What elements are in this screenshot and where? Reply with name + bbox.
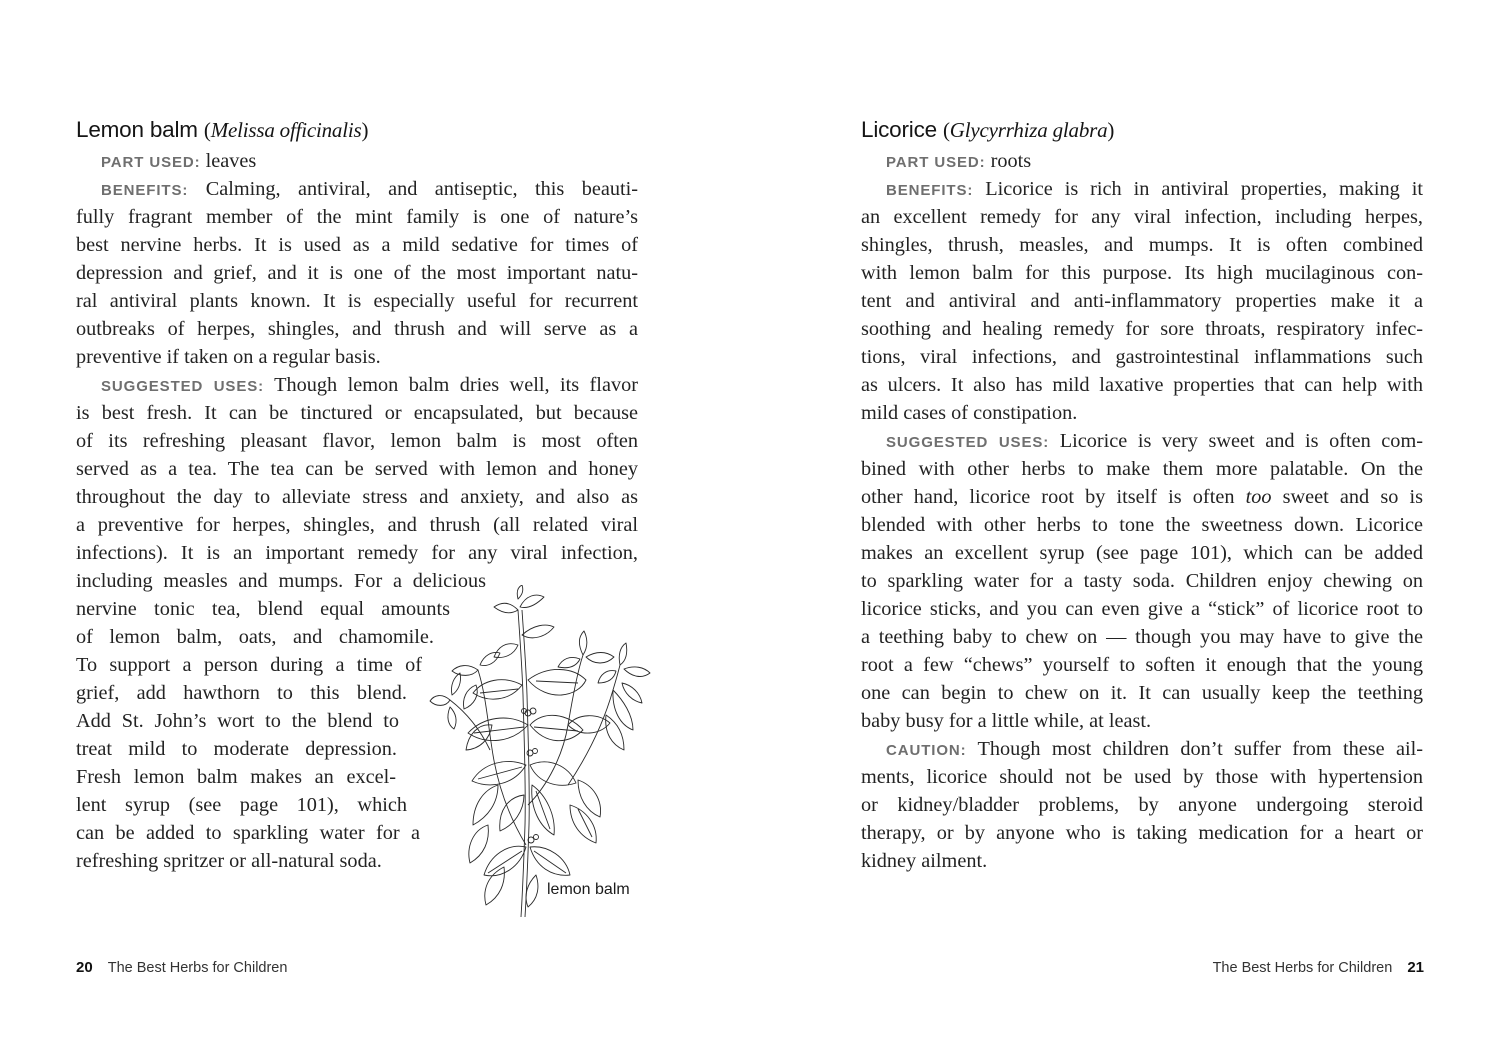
suggested-uses-line: one can begin to chew on it. It can usually keep the teething [861, 682, 1423, 704]
suggested-uses-line: of its refreshing pleasant flavor, lemon balm is most often [76, 430, 638, 452]
caution-line: ments, licorice should not be used by those with hypertension [861, 766, 1423, 788]
part-used-line [76, 147, 256, 175]
suggested-uses-line: makes an excellent syrup (see page 101), which can be added [861, 542, 1423, 564]
caution-label: CAUTION: [886, 742, 967, 759]
benefits-line: soothing and healing remedy for sore throats, respiratory infec- [861, 318, 1423, 340]
suggested-uses-line: infections). It is an important remedy for any viral infection, [76, 542, 638, 564]
lemon-balm-plant-drawing-icon [428, 585, 653, 920]
benefits-line: ral antiviral plants known. It is especially useful for recurrent [76, 290, 638, 312]
suggested-uses-line: is best fresh. It can be tinctured or encapsulated, but because [76, 402, 638, 424]
caution-line: therapy, or by anyone who is taking medication for a heart or [861, 822, 1423, 844]
suggested-uses-line: treat mild to moderate depression. [76, 738, 397, 760]
benefits-line: preventive if taken on a regular basis. [76, 346, 381, 368]
suggested-uses-line: refreshing spritzer or all-natural soda. [76, 850, 382, 872]
emphasis: too [1245, 486, 1272, 508]
part-used-value: leaves [205, 150, 257, 172]
suggested-uses-label: SUGGESTED USES: [886, 434, 1050, 451]
common-name: Lemon balm [76, 117, 198, 142]
benefits-line: with lemon balm for this purpose. Its high mucilaginous con- [861, 262, 1423, 284]
suggested-uses-line: throughout the day to alleviate stress and anxiety, and also as [76, 486, 638, 508]
footer-right [1213, 959, 1424, 976]
part-used-label: PART USED: [886, 154, 986, 171]
running-title: The Best Herbs for Children [1212, 960, 1393, 976]
scientific-name: (Glycyrrhiza glabra) [943, 118, 1115, 142]
benefits-line: shingles, thrush, measles, and mumps. It is often combined [861, 234, 1423, 256]
suggested-uses-line: lent syrup (see page 101), which [76, 794, 407, 816]
footer-left [76, 959, 287, 976]
benefits-line: as ulcers. It also has mild laxative properties that can help with [861, 374, 1423, 396]
suggested-uses-label: SUGGESTED USES: [101, 378, 265, 395]
suggested-uses-line: a teething baby to chew on — though you may have to give the [861, 626, 1423, 648]
benefits-line: an excellent remedy for any viral infection, including herpes, [861, 206, 1423, 228]
suggested-uses-line: SUGGESTED USES: Licorice is very sweet and is often com- [886, 430, 1423, 452]
entry-title-lemon-balm [76, 117, 368, 143]
illustration-caption: lemon balm [547, 881, 630, 898]
benefits-line: tent and antiviral and anti-inflammatory properties make it a [861, 290, 1423, 312]
suggested-uses-line: can be added to sparkling water for a [76, 822, 420, 844]
right-page [750, 0, 1500, 1050]
benefits-line: best nervine herbs. It is used as a mild sedative for times of [76, 234, 638, 256]
suggested-uses-line: bined with other herbs to make them more palatable. On the [861, 458, 1423, 480]
common-name: Licorice [861, 117, 937, 142]
scientific-name: (Melissa officinalis) [203, 118, 369, 142]
suggested-uses-line: served as a tea. The tea can be served with lemon and honey [76, 458, 638, 480]
suggested-uses-line: root a few “chews” yourself to soften it enough that the young [861, 654, 1423, 676]
caution-line: CAUTION: Though most children don’t suffer from these ail- [886, 738, 1423, 760]
suggested-uses-line: SUGGESTED USES: Though lemon balm dries well, its flavor [101, 374, 638, 396]
suggested-uses-line: other hand, licorice root by itself is often too sweet and so is [861, 486, 1423, 508]
benefits-label: BENEFITS: [886, 182, 974, 199]
benefits-line: fully fragrant member of the mint family is one of nature’s [76, 206, 638, 228]
benefits-line: mild cases of constipation. [861, 402, 1078, 424]
suggested-uses-line: grief, add hawthorn to this blend. [76, 682, 407, 704]
page-number: 20 [76, 959, 93, 976]
page-number: 21 [1407, 959, 1424, 976]
suggested-uses-line: baby busy for a little while, at least. [861, 710, 1152, 732]
part-used-label: PART USED: [101, 154, 201, 171]
suggested-uses-line: Fresh lemon balm makes an excel- [76, 766, 396, 788]
benefits-line: BENEFITS: Calming, antiviral, and antiseptic, this beauti- [101, 178, 639, 200]
caution-line: kidney ailment. [861, 850, 988, 872]
benefits-label: BENEFITS: [101, 182, 189, 199]
suggested-uses-line: to sparkling water for a tasty soda. Children enjoy chewing on [861, 570, 1423, 592]
suggested-uses-line: Add St. John’s wort to the blend to [76, 710, 399, 732]
benefits-line: outbreaks of herpes, shingles, and thrush and will serve as a [76, 318, 638, 340]
running-title: The Best Herbs for Children [107, 960, 288, 976]
part-used-value: roots [990, 150, 1032, 172]
caution-line: or kidney/bladder problems, by anyone undergoing steroid [861, 794, 1423, 816]
suggested-uses-line: of lemon balm, oats, and chamomile. [76, 626, 434, 648]
benefits-line: BENEFITS: Licorice is rich in antiviral properties, making it [886, 178, 1423, 200]
suggested-uses-line: licorice sticks, and you can even give a “stick” of licorice root to [861, 598, 1423, 620]
entry-title-licorice [861, 117, 1114, 143]
suggested-uses-line: blended with other herbs to tone the sweetness down. Licorice [861, 514, 1423, 536]
benefits-line: tions, viral infections, and gastrointestinal inflammations such [861, 346, 1423, 368]
suggested-uses-line: a preventive for herpes, shingles, and thrush (all related viral [76, 514, 638, 536]
benefits-line: depression and grief, and it is one of the most important natu- [76, 262, 638, 284]
suggested-uses-line: nervine tonic tea, blend equal amounts [76, 598, 450, 620]
suggested-uses-line: including measles and mumps. For a delicious [76, 570, 486, 592]
part-used-line [861, 147, 1031, 175]
suggested-uses-line: To support a person during a time of [76, 654, 422, 676]
